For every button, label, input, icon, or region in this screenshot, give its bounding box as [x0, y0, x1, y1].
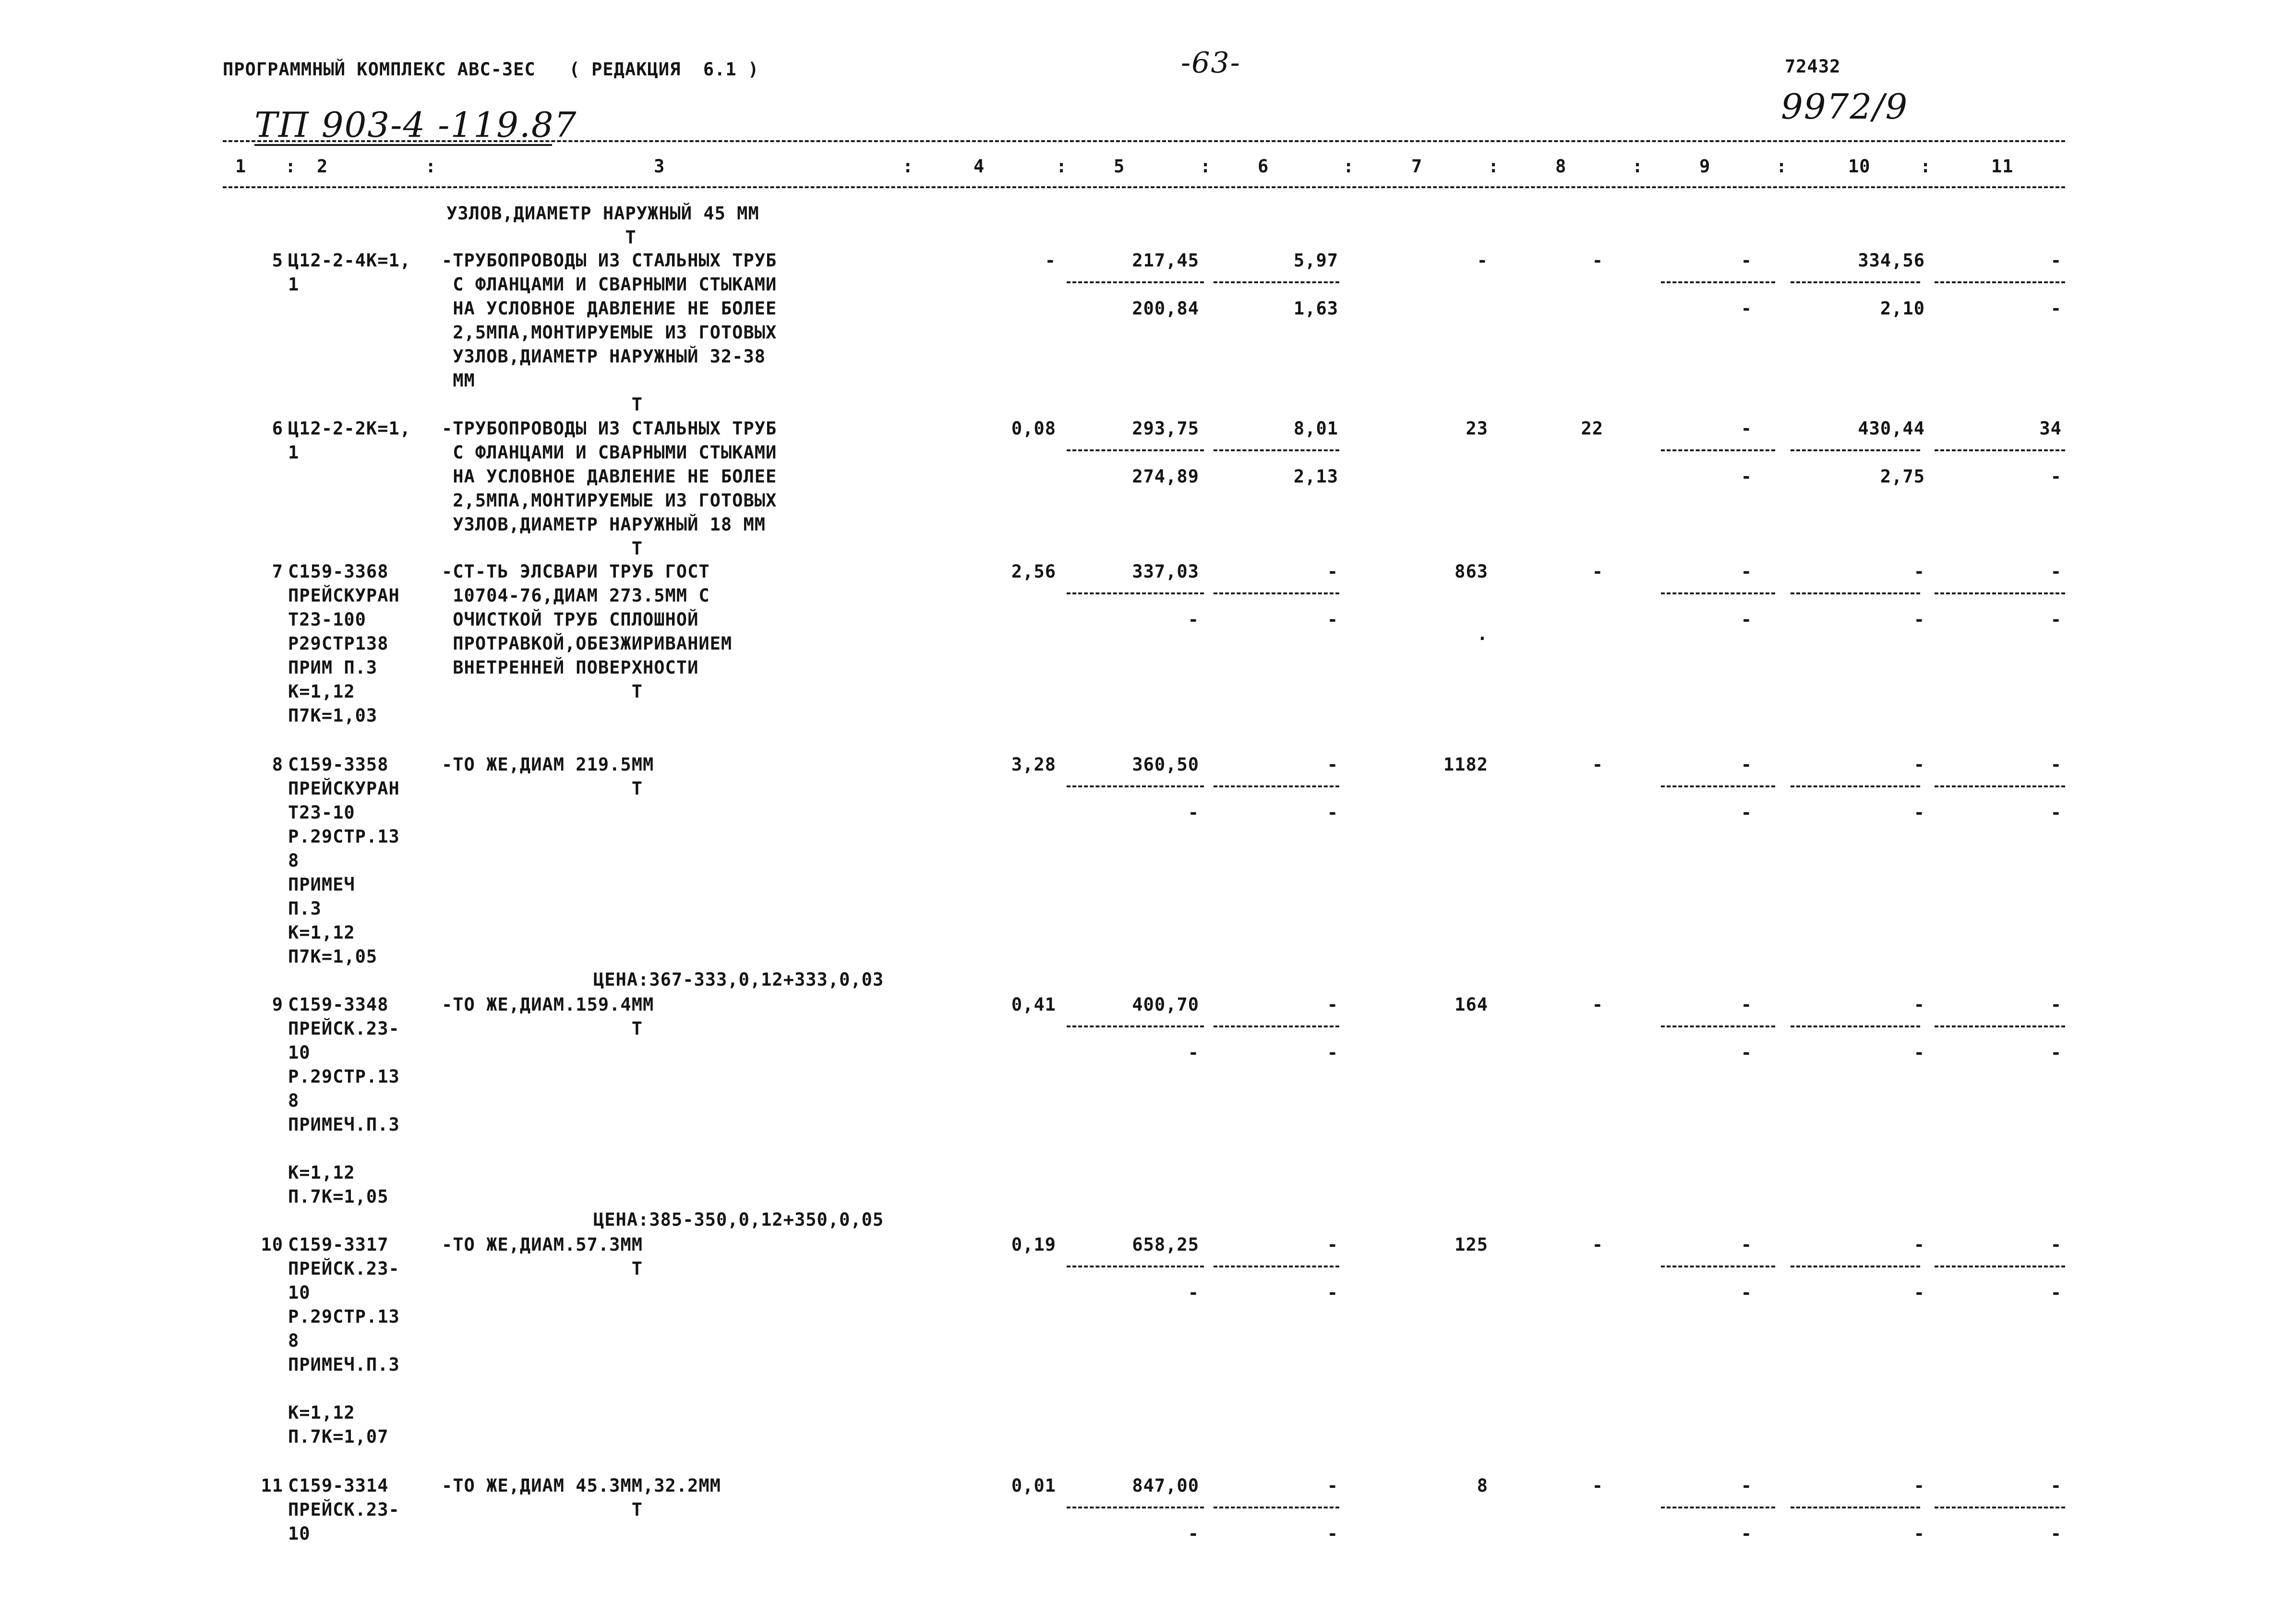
row-description: T [442, 1018, 643, 1039]
value-divider [1791, 1507, 1920, 1508]
c11-top-cell: - [2050, 250, 2062, 271]
row-code: ПРИМЕЧ.П.3 [288, 1114, 400, 1135]
row-number: 10 [261, 1234, 283, 1255]
value-divider [1661, 1507, 1775, 1508]
page-number: -63- [1181, 46, 1241, 80]
c11-top-cell: - [2050, 994, 2062, 1015]
c6-top-cell: 5,97 [1293, 250, 1338, 271]
value-divider [1661, 592, 1775, 594]
quantity-cell: 0,41 [1011, 994, 1056, 1015]
table-header-rule [223, 186, 2065, 188]
quantity-cell: 0,08 [1011, 418, 1056, 439]
row-description: T [442, 394, 643, 415]
value-divider [1661, 785, 1775, 787]
row-code: П.7К=1,07 [288, 1426, 389, 1447]
value-divider [1214, 449, 1339, 451]
c11-bottom-cell: - [2050, 1042, 2062, 1063]
c5-bottom-cell: - [1188, 609, 1199, 630]
value-divider [1661, 1025, 1775, 1027]
c10-top-cell: 430,44 [1858, 418, 1925, 439]
c9-top-cell: - [1741, 250, 1752, 271]
row-code: 1 [288, 274, 300, 295]
value-divider [1791, 449, 1920, 451]
row-number: 11 [261, 1475, 283, 1496]
c6-top-cell: - [1327, 994, 1338, 1015]
c11-top-cell: - [2050, 561, 2062, 582]
value-divider [1661, 281, 1775, 283]
c10-top-cell: - [1913, 754, 1925, 775]
row-code: П7К=1,03 [288, 705, 378, 726]
row-description: -ТО ЖЕ,ДИАМ.159.4ММ [442, 994, 654, 1015]
row-code: Р29СТР138 [288, 633, 389, 654]
col8-cell: - [1592, 1234, 1603, 1255]
c5-top-cell: 337,03 [1132, 561, 1199, 582]
column-separator: : [425, 156, 437, 177]
row-description: T [442, 1499, 643, 1520]
row-code: С159-3368 [288, 561, 389, 582]
row-description: УЗЛОВ,ДИАМЕТР НАРУЖНЫЙ 32-38 [442, 346, 766, 367]
c9-bottom-cell: - [1741, 802, 1752, 823]
row-code: Р.29СТР.13 [288, 1066, 400, 1087]
c7-top-cell: 164 [1455, 994, 1488, 1015]
c7-top-cell: 1182 [1443, 754, 1488, 775]
c5-bottom-cell: - [1188, 802, 1199, 823]
c11-bottom-cell: - [2050, 1523, 2062, 1544]
value-divider [1067, 1025, 1204, 1027]
row-code: С159-3314 [288, 1475, 389, 1496]
c10-top-cell: - [1913, 1475, 1925, 1496]
row-number: 6 [272, 418, 283, 439]
c9-bottom-cell: - [1741, 298, 1752, 319]
column-header-9: 9 [1699, 156, 1711, 177]
row-code: ПРИМ П.3 [288, 657, 378, 678]
column-header-10: 10 [1848, 156, 1871, 177]
c6-bottom-cell: - [1327, 1282, 1338, 1303]
quantity-cell: - [1045, 250, 1056, 271]
row-description: T [442, 778, 643, 799]
c6-top-cell: 8,01 [1293, 418, 1338, 439]
value-divider [1935, 281, 2065, 283]
value-divider [1661, 449, 1775, 451]
row-description: УЗЛОВ,ДИАМЕТР НАРУЖНЫЙ 45 ММ [446, 203, 759, 224]
column-header-3: 3 [654, 156, 665, 177]
value-divider [1214, 281, 1339, 283]
row-description: T [442, 1258, 643, 1279]
c9-bottom-cell: - [1741, 466, 1752, 487]
c6-bottom-cell: - [1327, 609, 1338, 630]
value-divider [1214, 785, 1339, 787]
sheet-code: 9972/9 [1781, 86, 1909, 127]
column-header-1: 1 [235, 156, 247, 177]
c5-bottom-cell: 200,84 [1132, 298, 1199, 319]
col8-cell: - [1592, 994, 1603, 1015]
row-code: ПРЕЙСКУРАН [288, 778, 400, 799]
row-code: К=1,12 [288, 1162, 355, 1183]
row-description: ОЧИСТКОЙ ТРУБ СПЛОШНОЙ [442, 609, 699, 630]
value-divider [1791, 1266, 1920, 1267]
row-code: С159-3348 [288, 994, 389, 1015]
c7-top-cell: 8 [1477, 1475, 1488, 1496]
value-divider [1067, 785, 1204, 787]
column-header-7: 7 [1411, 156, 1423, 177]
c6-top-cell: - [1327, 1475, 1338, 1496]
quantity-cell: 3,28 [1011, 754, 1056, 775]
c5-top-cell: 847,00 [1132, 1475, 1199, 1496]
value-divider [1214, 592, 1339, 594]
document-code: 72432 [1785, 56, 1841, 77]
row-description: 10704-76,ДИАМ 273.5ММ С [442, 585, 710, 606]
c6-top-cell: - [1327, 1234, 1338, 1255]
c11-bottom-cell: - [2050, 298, 2062, 319]
row-code: Р.29СТР.13 [288, 826, 400, 847]
value-divider [1791, 592, 1920, 594]
row-code: С159-3358 [288, 754, 389, 775]
value-divider [1214, 1507, 1339, 1508]
row-code: 10 [288, 1042, 311, 1063]
c5-top-cell: 360,50 [1132, 754, 1199, 775]
value-divider [1067, 281, 1204, 283]
value-divider [1935, 1025, 2065, 1027]
row-number: 7 [272, 561, 283, 582]
c7-top-cell: 863 [1455, 561, 1488, 582]
row-code: 10 [288, 1282, 311, 1303]
value-divider [1935, 1507, 2065, 1508]
col8-cell: - [1592, 250, 1603, 271]
row-description: 2,5МПА,МОНТИРУЕМЫЕ ИЗ ГОТОВЫХ [442, 322, 777, 343]
value-divider [1067, 592, 1204, 594]
c9-bottom-cell: - [1741, 609, 1752, 630]
row-code: Т23-100 [288, 609, 366, 630]
value-divider [1935, 785, 2065, 787]
column-header-2: 2 [317, 156, 328, 177]
c10-top-cell: - [1913, 994, 1925, 1015]
quantity-cell: 0,01 [1011, 1475, 1056, 1496]
row-code: П.7К=1,05 [288, 1186, 389, 1207]
row-code: Т23-10 [288, 802, 355, 823]
row-code: ПРИМЕЧ [288, 874, 355, 895]
c5-top-cell: 217,45 [1132, 250, 1199, 271]
row-code: П.3 [288, 898, 322, 919]
c9-bottom-cell: - [1741, 1523, 1752, 1544]
c11-bottom-cell: - [2050, 1282, 2062, 1303]
column-separator: : [902, 156, 914, 177]
row-code: ПРЕЙСКУРАН [288, 585, 400, 606]
row-number: 8 [272, 754, 283, 775]
row-description: 2,5МПА,МОНТИРУЕМЫЕ ИЗ ГОТОВЫХ [442, 490, 777, 511]
row-number: 5 [272, 250, 283, 271]
column-separator: : [1200, 156, 1212, 177]
row-description: -СТ-ТЬ ЭЛСВАРИ ТРУБ ГОСТ [442, 561, 710, 582]
column-header-4: 4 [974, 156, 985, 177]
column-header-6: 6 [1258, 156, 1269, 177]
column-separator: : [285, 156, 297, 177]
c5-bottom-cell: - [1188, 1042, 1199, 1063]
c10-bottom-cell: - [1913, 609, 1925, 630]
row-code: 1 [288, 442, 300, 463]
column-header-5: 5 [1114, 156, 1125, 177]
c7-top-cell: 23 [1466, 418, 1488, 439]
column-separator: : [1343, 156, 1355, 177]
row-code: К=1,12 [288, 1402, 355, 1423]
c11-bottom-cell: - [2050, 466, 2062, 487]
row-description: -ТРУБОПРОВОДЫ ИЗ СТАЛЬНЫХ ТРУБ [442, 418, 777, 439]
c9-bottom-cell: - [1741, 1042, 1752, 1063]
c11-bottom-cell: - [2050, 609, 2062, 630]
c5-bottom-cell: - [1188, 1282, 1199, 1303]
column-header-11: 11 [1991, 156, 2014, 177]
c5-bottom-cell: 274,89 [1132, 466, 1199, 487]
row-description: НА УСЛОВНОЕ ДАВЛЕНИЕ НЕ БОЛЕЕ [442, 466, 777, 487]
quantity-cell: 0,19 [1011, 1234, 1056, 1255]
column-separator: : [1776, 156, 1788, 177]
value-divider [1791, 785, 1920, 787]
c6-bottom-cell: - [1327, 1042, 1338, 1063]
project-code-underline [254, 144, 552, 146]
c9-top-cell: - [1741, 994, 1752, 1015]
row-code: Р.29СТР.13 [288, 1306, 400, 1327]
c6-bottom-cell: 1,63 [1293, 298, 1338, 319]
row-code: ПРИМЕЧ.П.3 [288, 1354, 400, 1375]
program-title: ПРОГРАММНЫЙ КОМПЛЕКС АВС-3ЕС ( РЕДАКЦИЯ 6.1 ) [223, 59, 759, 80]
column-separator: : [1920, 156, 1932, 177]
row-description: ПРОТРАВКОЙ,ОБЕЗЖИРИВАНИЕМ [442, 633, 733, 654]
c11-top-cell: - [2050, 754, 2062, 775]
row-code: К=1,12 [288, 681, 355, 702]
c9-top-cell: - [1741, 561, 1752, 582]
column-separator: : [1488, 156, 1500, 177]
row-description: T [442, 538, 643, 559]
row-code: П7К=1,05 [288, 946, 378, 967]
row-code: 10 [288, 1523, 311, 1544]
c10-bottom-cell: 2,10 [1880, 298, 1925, 319]
row-code: ПРЕЙСК.23- [288, 1258, 400, 1279]
c10-bottom-cell: - [1913, 1042, 1925, 1063]
c10-bottom-cell: - [1913, 802, 1925, 823]
row-number: 9 [272, 994, 283, 1015]
c6-bottom-cell: 2,13 [1293, 466, 1338, 487]
c10-top-cell: 334,56 [1858, 250, 1925, 271]
c10-bottom-cell: 2,75 [1880, 466, 1925, 487]
row-description: -ТО ЖЕ,ДИАМ 219.5ММ [442, 754, 654, 775]
c11-top-cell: 34 [2039, 418, 2062, 439]
c5-top-cell: 293,75 [1132, 418, 1199, 439]
column-separator: : [1056, 156, 1068, 177]
row-description: С ФЛАНЦАМИ И СВАРНЫМИ СТЫКАМИ [442, 442, 777, 463]
row-code: К=1,12 [288, 922, 355, 943]
c9-top-cell: - [1741, 754, 1752, 775]
c6-bottom-cell: - [1327, 802, 1338, 823]
row-description: T [446, 227, 637, 248]
value-divider [1791, 1025, 1920, 1027]
row-description: НА УСЛОВНОЕ ДАВЛЕНИЕ НЕ БОЛЕЕ [442, 298, 777, 319]
row-code: 8 [288, 1090, 300, 1111]
c11-bottom-cell: - [2050, 802, 2062, 823]
row-code: ПРЕЙСК.23- [288, 1018, 400, 1039]
c10-bottom-cell: - [1913, 1282, 1925, 1303]
c9-top-cell: - [1741, 418, 1752, 439]
c9-top-cell: - [1741, 1234, 1752, 1255]
row-code: 8 [288, 850, 300, 871]
value-divider [1067, 1266, 1204, 1267]
row-description: T [442, 681, 643, 702]
value-divider [1067, 1507, 1204, 1508]
col8-cell: - [1592, 561, 1603, 582]
column-header-8: 8 [1555, 156, 1567, 177]
value-divider [1791, 281, 1920, 283]
value-divider [1214, 1025, 1339, 1027]
c11-top-cell: - [2050, 1234, 2062, 1255]
project-code: ТП 903-4 -119.87 [254, 105, 577, 145]
c10-bottom-cell: - [1913, 1523, 1925, 1544]
c6-bottom-cell: - [1327, 1523, 1338, 1544]
row-code: ПРЕЙСК.23- [288, 1499, 400, 1520]
row-description: -ТО ЖЕ,ДИАМ 45.3ММ,32.2ММ [442, 1475, 721, 1496]
col8-cell: - [1592, 1475, 1603, 1496]
column-separator: : [1632, 156, 1644, 177]
table-top-rule [223, 140, 2065, 142]
value-divider [1935, 449, 2065, 451]
row-code: 8 [288, 1330, 300, 1351]
value-divider [1935, 592, 2065, 594]
row-code: С159-3317 [288, 1234, 389, 1255]
row-code: Ц12-2-4К=1, [288, 250, 411, 271]
col8-cell: 22 [1581, 418, 1603, 439]
c11-top-cell: - [2050, 1475, 2062, 1496]
c9-bottom-cell: - [1741, 1282, 1752, 1303]
row-description: ММ [442, 370, 475, 391]
c7-top-cell: 125 [1455, 1234, 1488, 1255]
value-divider [1067, 449, 1204, 451]
c7-top-cell: - [1477, 250, 1488, 271]
quantity-cell: 2,56 [1011, 561, 1056, 582]
c9-top-cell: - [1741, 1475, 1752, 1496]
row-description: -ТРУБОПРОВОДЫ ИЗ СТАЛЬНЫХ ТРУБ [442, 250, 777, 271]
value-divider [1661, 1266, 1775, 1267]
price-formula: ЦЕНА:367-333,0,12+333,0,03 [593, 969, 884, 990]
row-description: -ТО ЖЕ,ДИАМ.57.3ММ [442, 1234, 643, 1255]
row-description: ВНЕТРЕННЕЙ ПОВЕРХНОСТИ [442, 657, 699, 678]
c5-bottom-cell: - [1188, 1523, 1199, 1544]
row-code: Ц12-2-2К=1, [288, 418, 411, 439]
c7-bottom-cell: . [1477, 624, 1488, 644]
c6-top-cell: - [1327, 754, 1338, 775]
value-divider [1935, 1266, 2065, 1267]
c5-top-cell: 400,70 [1132, 994, 1199, 1015]
value-divider [1214, 1266, 1339, 1267]
col8-cell: - [1592, 754, 1603, 775]
c10-top-cell: - [1913, 561, 1925, 582]
price-formula: ЦЕНА:385-350,0,12+350,0,05 [593, 1209, 884, 1230]
row-description: УЗЛОВ,ДИАМЕТР НАРУЖНЫЙ 18 ММ [442, 514, 766, 535]
row-description: С ФЛАНЦАМИ И СВАРНЫМИ СТЫКАМИ [442, 274, 777, 295]
c5-top-cell: 658,25 [1132, 1234, 1199, 1255]
c6-top-cell: - [1327, 561, 1338, 582]
c10-top-cell: - [1913, 1234, 1925, 1255]
